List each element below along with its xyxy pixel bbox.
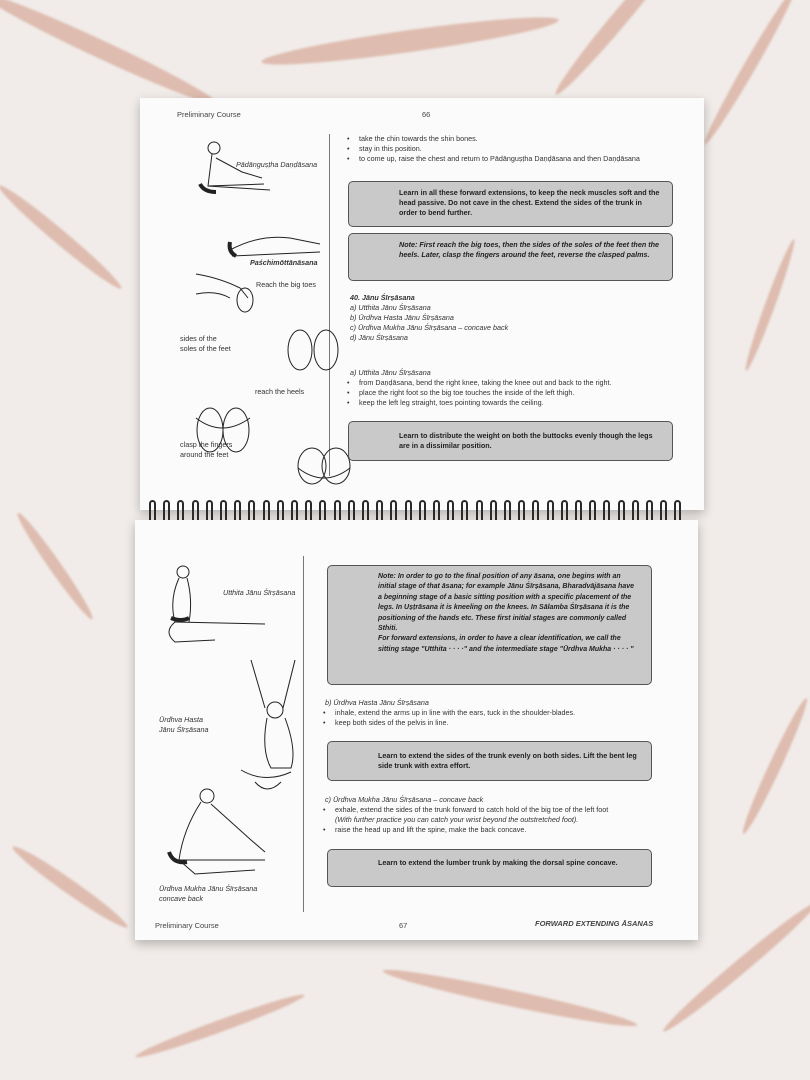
bullet — [321, 805, 691, 825]
tip-box-lumbar: Learn to extend the lumber trunk by making the dorsal spine concave. — [327, 849, 652, 887]
chapter-footer: FORWARD EXTENDING ĀSANAS — [535, 919, 654, 928]
label-reach-toes: Reach the big toes — [256, 280, 316, 289]
bullet: • place the right foot so the big toe touches the inside of the left thigh. — [345, 388, 690, 398]
label-urdhva-hasta: Ūrdhva Hasta Jānu Śīrṣāsana — [159, 715, 209, 734]
section-item: c) Ūrdhva Mukha Jānu Śīrṣāsana – concave back — [350, 323, 509, 332]
label-utthita: Utthita Jānu Śīrṣāsana — [223, 588, 296, 597]
label-urdhva-mukha: Ūrdhva Mukha Jānu Śīrṣāsana concave back — [159, 884, 258, 903]
section-item: b) Ūrdhva Hasta Jānu Śīrṣāsana — [350, 313, 454, 322]
b-bullets — [321, 708, 681, 728]
intro-bullets — [345, 134, 685, 164]
running-header: Preliminary Course — [177, 110, 241, 119]
label-reach-heels: reach the heels — [255, 387, 305, 396]
pose-illustrations — [180, 138, 330, 478]
bullet: • from Daṇḍāsana, bend the right knee, taking the knee out and back to the right. — [345, 378, 690, 388]
label-paschimottanasana: Paśchimōttānāsana — [250, 258, 318, 267]
tip-box-weight: Learn to distribute the weight on both the buttocks evenly though the legs are in a dissimilar position. — [348, 421, 673, 461]
section-list — [350, 303, 650, 343]
bullet: • keep the left leg straight, toes pointing towards the ceiling. — [345, 398, 690, 408]
section-item: d) Jānu Śīrṣāsana — [350, 333, 408, 342]
page-67 — [135, 520, 698, 940]
bullet: • raise the head up and lift the spine, make the back concave. — [321, 825, 691, 835]
subsection-b-title: b) Ūrdhva Hasta Jānu Śīrṣāsana — [325, 698, 429, 707]
note-box-sthiti: Note: In order to go to the final position of any āsana, one begins with an initial stage of that āsana; for example Jānu Śīrṣāsana, Bharadvājāsana have a beginning stage of a basic sitting position with a specific placement of the legs. In Uṣṭrāsana it is kneeling on the knees. In Sālamba Śīrṣāsana it is the positioning of the hands etc. These first initial stages are commonly called Sthiti. For forward extensions, in order to have a clear identification, we call the sitting stage "Utthita · · · ·" and the intermediate stage "Ūrdhva Mukha · · · · " — [327, 565, 652, 685]
running-footer: Preliminary Course — [155, 921, 219, 930]
subsection-a-title: a) Utthita Jānu Śīrṣāsana — [350, 368, 431, 377]
c-bullet-text: exhale, extend the sides of the trunk forward to catch hold of the big toe of the left foot — [335, 805, 609, 814]
bullet: • keep both sides of the pelvis in line. — [321, 718, 681, 728]
page-66 — [140, 98, 704, 510]
page-number: 67 — [399, 921, 408, 930]
section-title: 40. Jānu Śīrṣāsana — [350, 293, 415, 302]
label-padangustha: Pādānguṣṭha Daṇḍāsana — [236, 160, 318, 169]
subsection-c-title: c) Ūrdhva Mukha Jānu Śīrṣāsana – concave back — [325, 795, 484, 804]
page-number: 66 — [422, 110, 431, 119]
tip-box-neck: Learn in all these forward extensions, to keep the neck muscles soft and the head passive. Do not cave in the chest. Extend the sides of the trunk in order to bend further. — [348, 181, 673, 227]
note-box-toes: Note: First reach the big toes, then the sides of the soles of the feet then the heels. Later, clasp the fingers around the feet, reverse the clasped palms. — [348, 233, 673, 281]
bullet: • take the chin towards the shin bones. — [345, 134, 685, 144]
bullet: • to come up, raise the chest and return to Pādānguṣṭha Daṇḍāsana and then Daṇḍāsana — [345, 154, 685, 164]
label-sides-soles: sides of the soles of the feet — [180, 334, 231, 353]
bullet: • stay in this position. — [345, 144, 685, 154]
c-bullets — [321, 805, 691, 835]
c-bullet-note: (With further practice you can catch your wrist beyond the outstretched foot). — [335, 815, 579, 824]
tip-box-trunk: Learn to extend the sides of the trunk evenly on both sides. Lift the bent leg side trunk with extra effort. — [327, 741, 652, 781]
a-bullets — [345, 378, 690, 408]
section-item: a) Utthita Jānu Śīrṣāsana — [350, 303, 431, 312]
bullet: • inhale, extend the arms up in line with the ears, tuck in the shoulder-blades. — [321, 708, 681, 718]
label-clasp-fingers: clasp the fingers around the feet — [180, 440, 233, 459]
